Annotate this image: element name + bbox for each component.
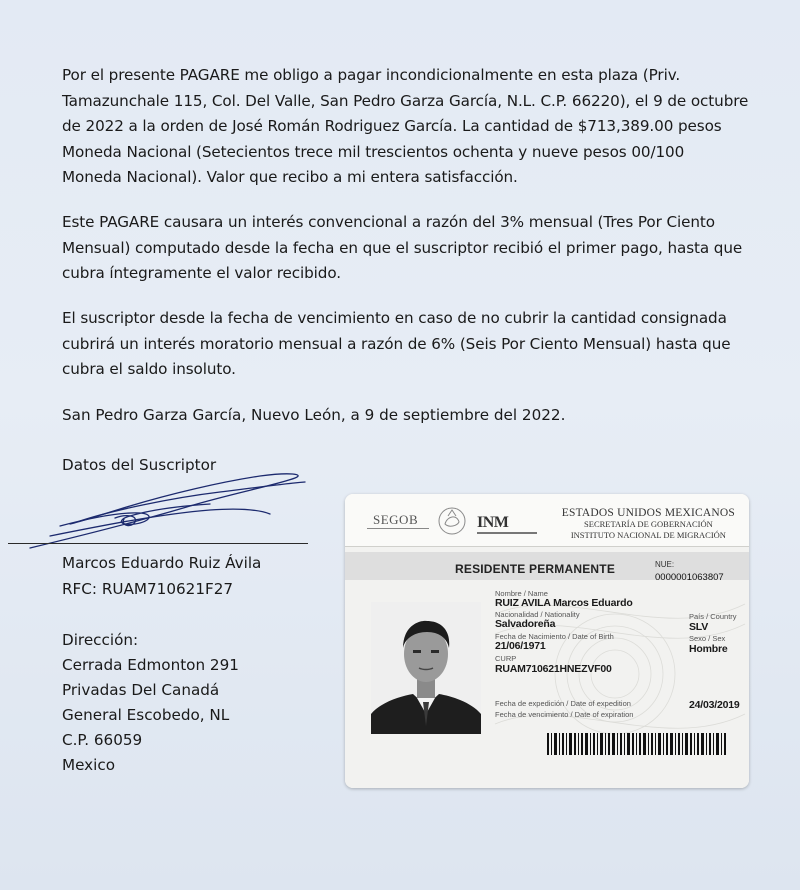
- paragraph-line: Este PAGARE causara un interés convencional a razón del 3% mensual (Tres Por Ciento: [62, 213, 715, 231]
- paragraph-promise: [62, 63, 762, 191]
- country-label: País / Country: [689, 612, 737, 621]
- dob-label: Fecha de Nacimiento / Date of Birth: [495, 632, 614, 641]
- name-label: Nombre / Name: [495, 589, 548, 598]
- barcode-graphic: [547, 733, 727, 755]
- inm-logo: INM: [477, 514, 509, 531]
- segob-logo: SEGOB: [373, 512, 419, 527]
- mexico-coat-of-arms-icon: [437, 504, 467, 538]
- card-issuer-header: [562, 508, 735, 541]
- signature-line: [8, 543, 308, 544]
- sex-label: Sexo / Sex: [689, 634, 726, 643]
- expiry-date-label: Fecha de vencimiento / Date of expiration: [495, 710, 634, 719]
- name-value: RUIZ AVILA Marcos Eduardo: [495, 597, 633, 609]
- issue-date-label: Fecha de expedición / Date of expedition: [495, 699, 631, 708]
- segob-underline: [367, 528, 429, 529]
- paragraph-line: de 2022 a la orden de José Román Rodriguez García. La cantidad de $713,389.00 pesos: [62, 117, 722, 135]
- nationality-label: Nacionalidad / Nationality: [495, 610, 580, 619]
- issuer-country: ESTADOS UNIDOS MEXICANOS: [561, 507, 735, 519]
- address-line: Cerrada Edmonton 291: [62, 656, 239, 674]
- paragraph-moratorium: [62, 306, 762, 383]
- address-heading: Dirección:: [62, 631, 139, 649]
- address-line: C.P. 66059: [62, 731, 143, 749]
- address-line: General Escobedo, NL: [62, 706, 230, 724]
- country-value: SLV: [689, 621, 709, 633]
- paragraph-line: Moneda Nacional). Valor que recibo a mi entera satisfacción.: [62, 168, 518, 186]
- portrait-image: [371, 602, 481, 734]
- nationality-value: Salvadoreña: [495, 618, 556, 630]
- address-line: Privadas Del Canadá: [62, 681, 220, 699]
- address-line: Mexico: [62, 756, 116, 774]
- curp-label: CURP: [495, 654, 517, 663]
- paragraph-line: cubrirá un interés moratorio mensual a razón de 6% (Seis Por Ciento Mensual) hasta que: [62, 334, 731, 353]
- residence-id-card: [345, 494, 749, 788]
- paragraph-line: Por el presente PAGARE me obligo a pagar incondicionalmente en esta plaza (Priv.: [62, 66, 681, 84]
- dob-value: 21/06/1971: [495, 640, 546, 652]
- card-type: RESIDENTE PERMANENTE: [455, 562, 616, 576]
- nue-label: NUE:: [655, 560, 675, 569]
- subscriber-heading: Datos del Suscriptor: [62, 456, 217, 474]
- paragraph-line: cubra el saldo insoluto.: [62, 360, 236, 378]
- subscriber-rfc: RFC: RUAM710621F27: [62, 580, 234, 598]
- paragraph-line: El suscriptor desde la fecha de vencimiento en caso de no cubrir la cantidad consignada: [62, 309, 727, 327]
- paragraph-line: Mensual) computado desde la fecha en que el suscriptor recibió el primer pago, hasta que: [62, 238, 743, 257]
- issue-date-value: 24/03/2019: [689, 699, 740, 711]
- curp-value: RUAM710621HNEZVF00: [495, 663, 612, 675]
- paragraph-line: Moneda Nacional (Setecientos trece mil trescientos ochenta y nueve pesos 00/100: [62, 142, 685, 161]
- sex-value: Hombre: [689, 643, 728, 655]
- nue-value: 0000001063807: [655, 572, 724, 583]
- paragraph-line: cubra íntegramente el valor recibido.: [62, 264, 341, 282]
- issuer-secretaria: SECRETARÍA DE GOBERNACIÓN: [584, 519, 713, 529]
- inm-logo-bar: [477, 532, 537, 534]
- issuer-instituto: INSTITUTO NACIONAL DE MIGRACIÓN: [570, 530, 726, 540]
- paragraph-line: Tamazunchale 115, Col. Del Valle, San Pedro Garza García, N.L. C.P. 66220), el 9 de octubre: [62, 91, 749, 110]
- holder-photo: [371, 602, 481, 734]
- subscriber-name: Marcos Eduardo Ruiz Ávila: [62, 554, 262, 572]
- paragraph-interest: [62, 210, 762, 287]
- place-date: San Pedro Garza García, Nuevo León, a 9 de septiembre del 2022.: [62, 406, 566, 424]
